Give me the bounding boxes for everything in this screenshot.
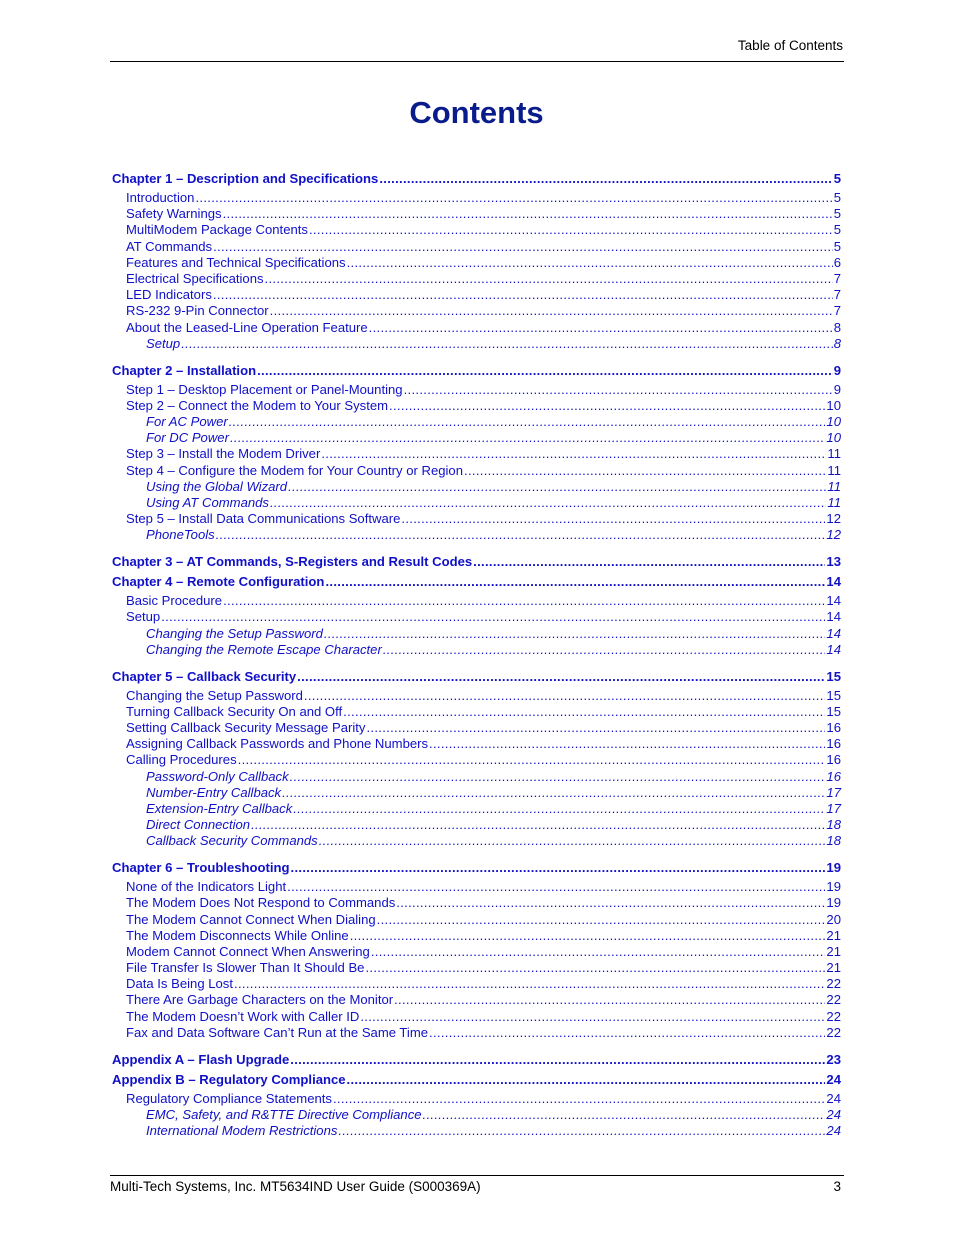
- toc-entry[interactable]: [112, 1009, 841, 1025]
- toc-entry[interactable]: [112, 801, 841, 817]
- toc-leader-dots: [257, 362, 833, 379]
- toc-entry[interactable]: [112, 928, 841, 944]
- toc-entry[interactable]: [112, 527, 841, 543]
- toc-leader-dots: [213, 239, 833, 255]
- toc-entry-page: 11: [827, 478, 841, 494]
- toc-chapter-entry[interactable]: [112, 170, 841, 187]
- toc-entry-page: 19: [826, 879, 841, 895]
- toc-chapter-entry[interactable]: [112, 573, 841, 590]
- toc-entry[interactable]: [112, 1107, 841, 1123]
- toc-leader-dots: [297, 668, 825, 685]
- toc-leader-dots: [251, 817, 825, 833]
- toc-entry-page: 14: [826, 574, 841, 590]
- toc-entry-page: 7: [833, 287, 841, 303]
- running-header: Table of Contents: [737, 38, 843, 53]
- toc-entry-page: 20: [826, 911, 841, 927]
- toc-entry[interactable]: [112, 382, 841, 398]
- toc-entry-label: LED Indicators: [126, 287, 212, 303]
- toc-entry[interactable]: [112, 206, 841, 222]
- toc-entry[interactable]: [112, 336, 841, 352]
- toc-entry-label: Modem Cannot Connect When Answering: [126, 943, 370, 959]
- toc-entry-page: 7: [833, 270, 841, 286]
- toc-leader-dots: [338, 1123, 825, 1139]
- toc-entry-label: The Modem Does Not Respond to Commands: [126, 895, 396, 911]
- toc-leader-dots: [181, 336, 832, 352]
- toc-leader-dots: [238, 752, 826, 768]
- toc-entry-label: Direct Connection: [146, 817, 251, 833]
- toc-leader-dots: [216, 527, 826, 543]
- toc-entry[interactable]: [112, 720, 841, 736]
- toc-leader-dots: [325, 573, 825, 590]
- toc-entry-label: Features and Technical Specifications: [126, 254, 346, 270]
- toc-entry-label: Password-Only Callback: [146, 768, 289, 784]
- toc-entry-label: Data Is Being Lost: [126, 976, 233, 992]
- toc-leader-dots: [377, 912, 826, 928]
- footer-rule: [110, 1175, 844, 1176]
- toc-entry-page: 17: [826, 784, 841, 800]
- toc-entry-label: EMC, Safety, and R&TTE Directive Compliance: [146, 1106, 422, 1122]
- toc-entry[interactable]: [112, 895, 841, 911]
- toc-entry-label: Step 4 – Configure the Modem for Your Country or Region: [126, 462, 463, 478]
- toc-entry-page: 18: [826, 817, 841, 833]
- toc-chapter-entry[interactable]: [112, 1071, 841, 1088]
- toc-entry-page: 14: [826, 593, 841, 609]
- toc-entry-label: For DC Power: [146, 430, 229, 446]
- toc-entry-label: Assigning Callback Passwords and Phone Numbers: [126, 736, 429, 752]
- toc-entry[interactable]: [112, 222, 841, 238]
- toc-leader-dots: [304, 688, 826, 704]
- toc-entry-label: Step 1 – Desktop Placement or Panel-Mounting: [126, 381, 403, 397]
- toc-entry-label: RS-232 9-Pin Connector: [126, 303, 269, 319]
- toc-entry-label: None of the Indicators Light: [126, 879, 287, 895]
- toc-entry-label: File Transfer Is Slower Than It Should Be: [126, 960, 365, 976]
- toc-entry-label: Appendix A – Flash Upgrade: [112, 1051, 290, 1067]
- toc-entry-label: Changing the Setup Password: [146, 625, 323, 641]
- toc-leader-dots: [401, 511, 825, 527]
- toc-leader-dots: [290, 1051, 825, 1068]
- toc-entry[interactable]: [112, 688, 841, 704]
- toc-entry[interactable]: [112, 817, 841, 833]
- toc-leader-dots: [333, 1091, 825, 1107]
- toc-leader-dots: [366, 720, 825, 736]
- toc-leader-dots: [350, 928, 826, 944]
- toc-entry-page: 14: [826, 625, 841, 641]
- toc-leader-dots: [195, 190, 832, 206]
- toc-entry-page: 21: [826, 943, 841, 959]
- toc-leader-dots: [293, 801, 825, 817]
- toc-leader-dots: [270, 303, 833, 319]
- toc-entry[interactable]: [112, 626, 841, 642]
- toc-entry-page: 19: [826, 860, 841, 876]
- toc-leader-dots: [423, 1107, 826, 1123]
- header-rule: [110, 61, 844, 62]
- toc-entry-label: PhoneTools: [146, 527, 215, 543]
- toc-entry-page: 16: [826, 768, 841, 784]
- footer-page-number: 3: [833, 1179, 841, 1194]
- toc-entry-page: 8: [833, 319, 841, 335]
- toc-entry-page: 10: [826, 397, 841, 413]
- toc-entry[interactable]: [112, 320, 841, 336]
- toc-leader-dots: [464, 463, 826, 479]
- toc-leader-dots: [309, 222, 833, 238]
- toc-entry-label: Step 3 – Install the Modem Driver: [126, 446, 321, 462]
- toc-entry-page: 16: [826, 719, 841, 735]
- toc-entry-label: Callback Security Commands: [146, 833, 318, 849]
- toc-entry-page: 22: [826, 976, 841, 992]
- toc-entry[interactable]: [112, 736, 841, 752]
- toc-entry-page: 16: [826, 752, 841, 768]
- toc-entry-page: 17: [826, 800, 841, 816]
- toc-leader-dots: [265, 271, 833, 287]
- toc-entry-label: Changing the Setup Password: [126, 687, 303, 703]
- toc-chapter-entry[interactable]: [112, 362, 841, 379]
- toc-entry-label: Fax and Data Software Can’t Run at the Same Time: [126, 1024, 429, 1040]
- toc-leader-dots: [319, 833, 826, 849]
- toc-leader-dots: [429, 736, 825, 752]
- toc-leader-dots: [404, 382, 833, 398]
- toc-entry-page: 24: [826, 1071, 841, 1087]
- toc-entry-label: Chapter 1 – Description and Specifications: [112, 171, 379, 186]
- toc-leader-dots: [394, 992, 825, 1008]
- toc-leader-dots: [223, 206, 833, 222]
- toc-entry[interactable]: [112, 976, 841, 992]
- toc-leader-dots: [396, 895, 825, 911]
- toc-leader-dots: [365, 960, 825, 976]
- toc-leader-dots: [270, 495, 826, 511]
- toc-entry-page: 11: [827, 494, 841, 510]
- toc-entry-page: 23: [826, 1051, 841, 1067]
- toc-leader-dots: [371, 944, 826, 960]
- toc-entry-page: 22: [826, 1008, 841, 1024]
- toc-entry[interactable]: [112, 769, 841, 785]
- toc-entry[interactable]: [112, 1091, 841, 1107]
- toc-entry[interactable]: [112, 944, 841, 960]
- toc-entry-label: Chapter 2 – Installation: [112, 362, 257, 378]
- toc-entry-page: 22: [826, 992, 841, 1008]
- toc-entry-page: 14: [826, 641, 841, 657]
- toc-leader-dots: [288, 479, 826, 495]
- toc-entry-label: Using AT Commands: [146, 494, 269, 510]
- toc-entry-page: 6: [833, 254, 841, 270]
- toc-leader-dots: [321, 446, 826, 462]
- toc-entry-label: Using the Global Wizard: [146, 478, 288, 494]
- toc-entry[interactable]: [112, 287, 841, 303]
- toc-entry-label: Basic Procedure: [126, 593, 223, 609]
- toc-leader-dots: [229, 414, 826, 430]
- toc-entry-label: Changing the Remote Escape Character: [146, 641, 382, 657]
- toc-entry-label: Calling Procedures: [126, 752, 237, 768]
- toc-entry-label: International Modem Restrictions: [146, 1123, 338, 1139]
- toc-entry-page: 12: [826, 511, 841, 527]
- toc-entry-page: 18: [826, 833, 841, 849]
- toc-entry[interactable]: [112, 960, 841, 976]
- toc-entry-label: Chapter 3 – AT Commands, S-Registers and Result Codes: [112, 554, 473, 570]
- toc-entry[interactable]: [112, 303, 841, 319]
- toc-entry-label: Electrical Specifications: [126, 270, 264, 286]
- toc-entry-label: Setup: [146, 335, 181, 351]
- toc-entry-label: The Modem Disconnects While Online: [126, 927, 349, 943]
- toc-entry-page: 12: [826, 527, 841, 543]
- toc-entry-page: 21: [826, 927, 841, 943]
- toc-entry[interactable]: [112, 593, 841, 609]
- toc-leader-dots: [429, 1025, 825, 1041]
- toc-entry[interactable]: [112, 879, 841, 895]
- toc-leader-dots: [234, 976, 825, 992]
- toc-entry[interactable]: [112, 255, 841, 271]
- toc-entry[interactable]: [112, 190, 841, 206]
- toc-entry-page: 24: [826, 1090, 841, 1106]
- toc-entry[interactable]: [112, 446, 841, 462]
- toc-leader-dots: [369, 320, 833, 336]
- toc-entry-label: Chapter 5 – Callback Security: [112, 668, 297, 684]
- toc-leader-dots: [282, 785, 825, 801]
- toc-entry-page: 16: [826, 736, 841, 752]
- toc-chapter-entry[interactable]: [112, 859, 841, 876]
- toc-entry[interactable]: [112, 414, 841, 430]
- toc-entry[interactable]: [112, 912, 841, 928]
- toc-leader-dots: [290, 769, 826, 785]
- toc-entry[interactable]: [112, 479, 841, 495]
- toc-entry-label: Setting Callback Security Message Parity: [126, 719, 366, 735]
- toc-leader-dots: [379, 170, 832, 187]
- toc-leader-dots: [347, 255, 833, 271]
- toc-entry-page: 8: [833, 335, 841, 351]
- toc-entry-label: Introduction: [126, 190, 195, 205]
- toc-entry[interactable]: [112, 785, 841, 801]
- toc-leader-dots: [343, 704, 825, 720]
- toc-leader-dots: [383, 642, 826, 658]
- toc-entry-label: Extension-Entry Callback: [146, 800, 293, 816]
- toc-entry[interactable]: [112, 239, 841, 255]
- toc-entry-label: Chapter 6 – Troubleshooting: [112, 860, 290, 876]
- toc-entry-page: 14: [826, 609, 841, 625]
- toc-entry-label: Regulatory Compliance Statements: [126, 1090, 332, 1106]
- toc-entry[interactable]: [112, 609, 841, 625]
- toc-entry-label: Appendix B – Regulatory Compliance: [112, 1071, 346, 1087]
- toc-entry-page: 5: [833, 222, 841, 238]
- toc-entry[interactable]: [112, 271, 841, 287]
- toc-entry-page: 21: [826, 960, 841, 976]
- toc-entry-label: Step 5 – Install Data Communications Software: [126, 511, 401, 527]
- toc-entry-page: 9: [833, 362, 841, 378]
- toc-entry-page: 24: [826, 1106, 841, 1122]
- toc-entry[interactable]: [112, 704, 841, 720]
- toc-leader-dots: [324, 626, 826, 642]
- toc-leader-dots: [291, 859, 826, 876]
- toc-entry[interactable]: [112, 752, 841, 768]
- toc-entry-label: Turning Callback Security On and Off: [126, 703, 343, 719]
- toc-entry-label: AT Commands: [126, 238, 213, 254]
- toc-entry-label: Chapter 4 – Remote Configuration: [112, 574, 325, 590]
- toc-entry-page: 9: [833, 381, 841, 397]
- toc-entry[interactable]: [112, 992, 841, 1008]
- toc-entry-label: MultiModem Package Contents: [126, 222, 308, 238]
- toc-entry-page: 13: [826, 554, 841, 570]
- toc-entry-label: There Are Garbage Characters on the Monitor: [126, 992, 394, 1008]
- toc-leader-dots: [347, 1071, 826, 1088]
- page-title: Contents: [409, 95, 544, 130]
- toc-entry[interactable]: [112, 1123, 841, 1139]
- toc-entry-label: Setup: [126, 609, 161, 625]
- toc-leader-dots: [230, 430, 825, 446]
- table-of-contents: [112, 170, 841, 1139]
- toc-entry-page: 15: [826, 703, 841, 719]
- toc-entry-page: 10: [826, 430, 841, 446]
- toc-entry-page: 19: [826, 895, 841, 911]
- toc-entry-page: 15: [826, 687, 841, 703]
- toc-entry[interactable]: [112, 1025, 841, 1041]
- toc-chapter-entry[interactable]: [112, 553, 841, 570]
- toc-entry-label: For AC Power: [146, 413, 228, 429]
- toc-entry-page: 11: [827, 462, 841, 478]
- toc-entry-page: 5: [833, 190, 841, 205]
- toc-leader-dots: [161, 609, 825, 625]
- toc-entry-label: The Modem Cannot Connect When Dialing: [126, 911, 376, 927]
- toc-entry-page: 5: [833, 206, 841, 222]
- toc-entry[interactable]: [112, 642, 841, 658]
- toc-leader-dots: [389, 398, 825, 414]
- toc-leader-dots: [223, 593, 825, 609]
- toc-entry-label: Step 2 – Connect the Modem to Your System: [126, 397, 389, 413]
- footer-document-title: Multi-Tech Systems, Inc. MT5634IND User Guide (S000369A): [110, 1179, 481, 1194]
- toc-leader-dots: [213, 287, 833, 303]
- toc-entry-page: 5: [833, 171, 841, 186]
- toc-entry-page: 22: [826, 1024, 841, 1040]
- toc-entry-page: 15: [826, 668, 841, 684]
- toc-entry-label: About the Leased-Line Operation Feature: [126, 319, 368, 335]
- toc-entry[interactable]: [112, 430, 841, 446]
- toc-entry-label: Safety Warnings: [126, 206, 222, 222]
- toc-leader-dots: [360, 1009, 825, 1025]
- toc-chapter-entry[interactable]: [112, 1051, 841, 1068]
- toc-leader-dots: [287, 879, 825, 895]
- toc-entry-page: 11: [827, 446, 841, 462]
- toc-entry[interactable]: [112, 511, 841, 527]
- toc-entry[interactable]: [112, 398, 841, 414]
- toc-entry[interactable]: [112, 495, 841, 511]
- toc-entry-label: Number-Entry Callback: [146, 784, 282, 800]
- toc-entry-page: 7: [833, 303, 841, 319]
- toc-entry[interactable]: [112, 463, 841, 479]
- toc-entry[interactable]: [112, 833, 841, 849]
- toc-entry-page: 10: [826, 413, 841, 429]
- toc-entry-page: 5: [833, 238, 841, 254]
- toc-chapter-entry[interactable]: [112, 668, 841, 685]
- toc-entry-label: The Modem Doesn’t Work with Caller ID: [126, 1008, 360, 1024]
- toc-leader-dots: [473, 553, 825, 570]
- toc-entry-page: 24: [826, 1123, 841, 1139]
